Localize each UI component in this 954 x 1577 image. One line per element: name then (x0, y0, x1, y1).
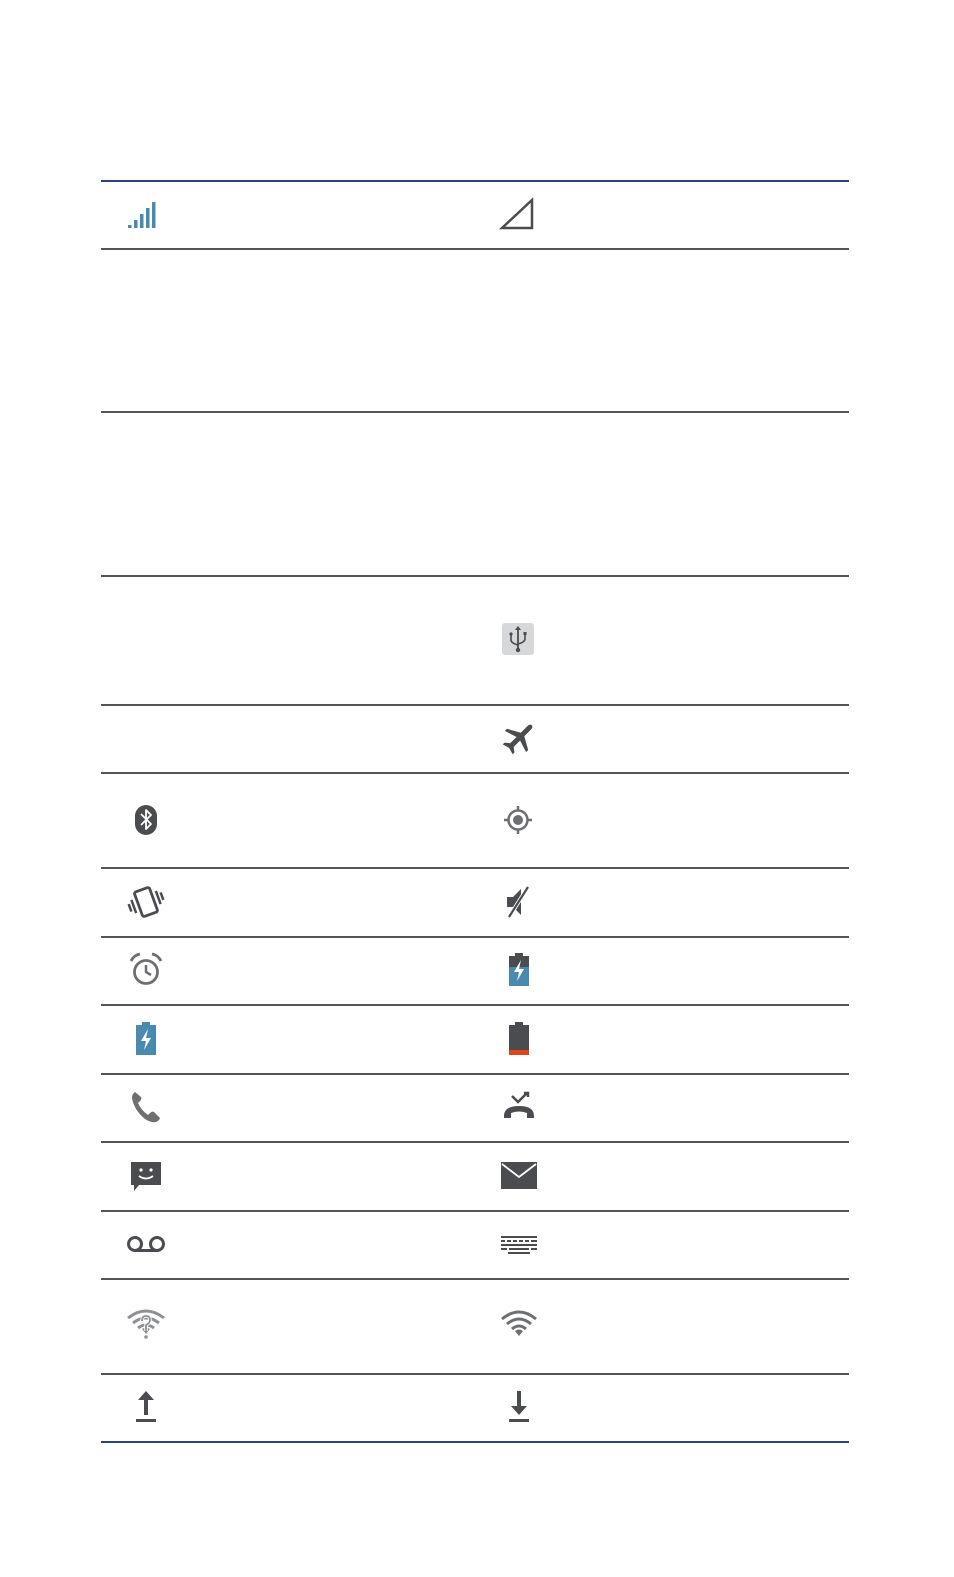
row-divider (101, 772, 849, 774)
table-row (125, 1155, 167, 1197)
table-row (498, 799, 540, 841)
airplane-mode-icon (498, 717, 540, 759)
battery-full-charging-icon (125, 1018, 167, 1060)
row-divider (101, 1073, 849, 1075)
table-row (498, 1018, 540, 1060)
table-row (498, 1086, 540, 1128)
uploading-icon (125, 1386, 167, 1428)
vibration-mode-icon (125, 881, 167, 923)
table-row (125, 1304, 167, 1346)
row-divider (101, 575, 849, 577)
keyboard-icon (498, 1223, 540, 1265)
row-divider (101, 1210, 849, 1212)
table-bottom-rule (101, 1441, 849, 1443)
row-divider (101, 248, 849, 250)
table-top-rule (101, 180, 849, 182)
table-row (498, 1386, 540, 1428)
table-row (498, 619, 540, 661)
new-message-icon (125, 1155, 167, 1197)
table-row (125, 1086, 167, 1128)
battery-charging-icon (498, 949, 540, 991)
alarm-icon (125, 949, 167, 991)
table-row (498, 881, 540, 923)
row-divider (101, 867, 849, 869)
row-divider (101, 704, 849, 706)
table-row (498, 1304, 540, 1346)
table-row (498, 949, 540, 991)
row-divider (101, 936, 849, 938)
table-row (125, 881, 167, 923)
row-divider (101, 1141, 849, 1143)
table-row (498, 194, 540, 236)
battery-low-icon (498, 1018, 540, 1060)
table-row (125, 1223, 167, 1265)
missed-call-icon (498, 1086, 540, 1128)
row-divider (101, 411, 849, 413)
wifi-connected-icon (498, 1304, 540, 1346)
silent-mode-icon (498, 881, 540, 923)
table-row (125, 799, 167, 841)
table-row (498, 717, 540, 759)
bluetooth-icon (125, 799, 167, 841)
call-in-progress-icon (125, 1086, 167, 1128)
signal-strength-icon (125, 194, 167, 236)
row-divider (101, 1278, 849, 1280)
usb-debugging-icon (498, 619, 540, 661)
table-row (125, 949, 167, 991)
gps-location-icon (498, 799, 540, 841)
table-row (125, 1018, 167, 1060)
no-signal-icon (498, 194, 540, 236)
row-divider (101, 1004, 849, 1006)
table-row (125, 194, 167, 236)
voicemail-icon (125, 1223, 167, 1265)
table-row (498, 1155, 540, 1197)
downloading-icon (498, 1386, 540, 1428)
wifi-available-icon (125, 1304, 167, 1346)
table-row (125, 1386, 167, 1428)
row-divider (101, 1373, 849, 1375)
new-email-icon (498, 1155, 540, 1197)
table-row (498, 1223, 540, 1265)
